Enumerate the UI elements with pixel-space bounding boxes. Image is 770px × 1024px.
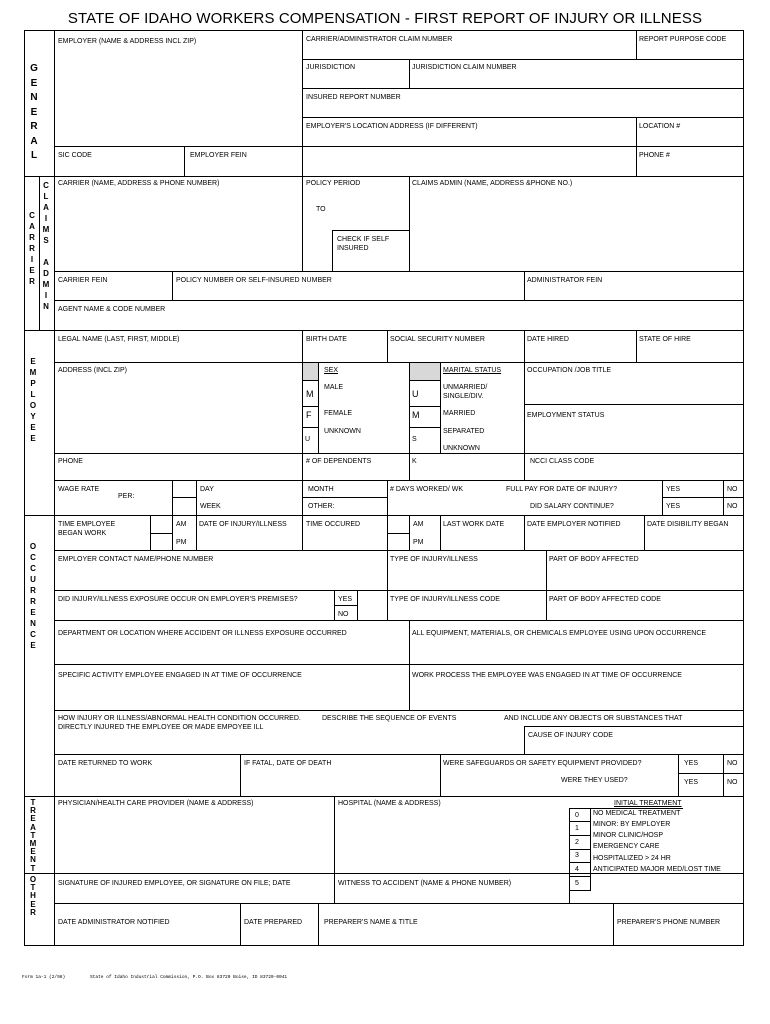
location-address-label: EMPLOYER'S LOCATION ADDRESS (IF DIFFERENT)	[306, 123, 478, 130]
type-injury-label: TYPE OF INJURY/ILLNESS	[390, 556, 478, 563]
form-number: Form 1a-1 (2/98)	[22, 975, 66, 980]
carrier-claim-label: CARRIER/ADMINISTRATOR CLAIM NUMBER	[306, 36, 453, 43]
marital-status-label: MARITAL STATUS	[443, 367, 502, 374]
preparer-phone-label: PREPARER'S PHONE NUMBER	[617, 919, 721, 926]
insured-report-label: INSURED REPORT NUMBER	[306, 94, 401, 101]
sex-code-f: F	[306, 410, 312, 420]
premises-label: DID INJURY/ILLNESS EXPOSURE OCCUR ON EMPLOYER'S PREMISES?	[58, 596, 298, 603]
policy-period-label: POLICY PERIOD	[306, 180, 361, 187]
wage-day-label: DAY	[200, 486, 214, 493]
wage-week-label: WEEK	[200, 503, 221, 510]
contact-label: EMPLOYER CONTACT NAME/PHONE NUMBER	[58, 556, 214, 563]
section-label-general: G E N E R A L	[30, 63, 38, 161]
used-label: WERE THEY USED?	[561, 777, 628, 784]
state-of-hire-label: STATE OF HIRE	[639, 336, 691, 343]
insured-label: INSURED	[337, 245, 369, 252]
married-label: MARRIED	[443, 410, 476, 417]
carrier-fein-label: CARRIER FEIN	[58, 277, 108, 284]
single-div-label: SINGLE/DIV.	[443, 393, 484, 400]
how-label-1: HOW INJURY OR ILLNESS/ABNORMAL HEALTH CONDITION OCCURRED.	[58, 715, 301, 722]
frame-bottom	[24, 945, 744, 946]
cause-code-label: CAUSE OF INJURY CODE	[528, 732, 613, 739]
physician-label: PHYSICIAN/HEALTH CARE PROVIDER (NAME & ADDRESS)	[58, 800, 254, 807]
frame-left	[24, 30, 25, 946]
section-label-employee: E M P L O Y E E	[29, 357, 37, 443]
signature-label: SIGNATURE OF INJURED EMPLOYEE, OR SIGNATURE ON FILE; DATE	[58, 880, 291, 887]
frame-right	[743, 30, 744, 946]
phone-label: PHONE #	[639, 152, 670, 159]
marital-shade	[410, 363, 440, 380]
carrier-label: CARRIER (NAME, ADDRESS & PHONE NUMBER)	[58, 180, 220, 187]
marital-unknown-label: UNKNOWN	[443, 445, 480, 452]
began-am: AM	[176, 521, 187, 528]
sex-unknown-label: UNKNOWN	[324, 428, 361, 435]
ssn-label: SOCIAL SECURITY NUMBER	[390, 336, 485, 343]
separated-label: SEPARATED	[443, 428, 485, 435]
agent-label: AGENT NAME & CODE NUMBER	[58, 306, 166, 313]
preparer-name-label: PREPARER'S NAME & TITLE	[324, 919, 418, 926]
salary-yes: YES	[666, 503, 681, 510]
section-label-other: O T H E R	[29, 875, 37, 917]
marital-code-s: S	[412, 436, 417, 443]
marital-code-u: U	[412, 389, 419, 399]
sex-code-u: U	[305, 436, 311, 443]
time-began-label-1: TIME EMPLOYEE	[58, 521, 116, 528]
wage-per-label: PER:	[118, 493, 135, 500]
treatment-option-4: HOSPITALIZED > 24 HR	[593, 855, 671, 862]
how-label-2: DESCRIBE THE SEQUENCE OF EVENTS	[322, 715, 457, 722]
treatment-option-1: MINOR: BY EMPLOYER	[593, 821, 671, 828]
section-label-carrier: C A R R I E R	[29, 211, 35, 286]
type-code-label: TYPE OF INJURY/ILLNESS CODE	[390, 596, 500, 603]
occured-am: AM	[413, 521, 424, 528]
date-notified-label: DATE EMPLOYER NOTIFIED	[527, 521, 621, 528]
claims-admin-label: CLAIMS ADMIN (NAME, ADDRESS &PHONE NO.)	[412, 180, 573, 187]
occured-pm: PM	[413, 539, 424, 546]
used-yes: YES	[684, 779, 699, 786]
treatment-code-2: 2	[575, 839, 579, 846]
check-self-label: CHECK IF SELF	[337, 236, 390, 243]
date-disability-label: DATE DISIBILITY BEGAN	[647, 521, 729, 528]
policy-to-label: TO	[316, 206, 326, 213]
wage-rate-label: WAGE RATE	[58, 486, 100, 493]
last-work-label: LAST WORK DATE	[443, 521, 505, 528]
treatment-code-0: 0	[575, 812, 579, 819]
jurisdiction-claim-label: JURISDICTION CLAIM NUMBER	[412, 64, 517, 71]
report-purpose-label: REPORT PURPOSE CODE	[639, 36, 727, 43]
sic-code-label: SIC CODE	[58, 152, 92, 159]
policy-number-label: POLICY NUMBER OR SELF-INSURED NUMBER	[176, 277, 332, 284]
full-pay-yes: YES	[666, 486, 681, 493]
how-label-4: DIRECTLY INJURED THE EMPLOYEE OR MADE EMPOYEE ILL	[58, 724, 264, 731]
admin-fein-label: ADMINISTRATOR FEIN	[527, 277, 603, 284]
safeguards-label: WERE SAFEGUARDS OR SAFETY EQUIPMENT PROVIDED?	[443, 760, 642, 767]
date-prepared-label: DATE PREPARED	[244, 919, 303, 926]
sex-code-m: M	[306, 389, 314, 399]
department-label: DEPARTMENT OR LOCATION WHERE ACCIDENT OR ILLNESS EXPOSURE OCCURRED	[58, 630, 347, 637]
wage-month-label: MONTH	[308, 486, 334, 493]
employment-status-label: EMPLOYMENT STATUS	[527, 412, 605, 419]
sex-shade	[303, 363, 318, 380]
treatment-code-5: 5	[575, 880, 579, 887]
hospital-label: HOSPITAL (NAME & ADDRESS)	[338, 800, 441, 807]
jurisdiction-label: JURISDICTION	[306, 64, 355, 71]
time-began-label-2: BEGAN WORK	[58, 530, 107, 537]
section-gutter-line	[54, 30, 55, 946]
employee-phone-label: PHONE	[58, 458, 83, 465]
began-pm: PM	[176, 539, 187, 546]
full-pay-label: FULL PAY FOR DATE OF INJURY?	[506, 486, 618, 493]
date-returned-label: DATE RETURNED TO WORK	[58, 760, 153, 767]
address-label: ADDRESS (INCL ZIP)	[58, 367, 127, 374]
safeguards-yes: YES	[684, 760, 699, 767]
ncci-label: NCCI CLASS CODE	[530, 458, 595, 465]
code-k-label: K	[412, 458, 417, 465]
body-part-label: PART OF BODY AFFECTED	[549, 556, 639, 563]
witness-label: WITNESS TO ACCIDENT (NAME & PHONE NUMBER)	[338, 880, 512, 887]
time-occured-label: TIME OCCURED	[306, 521, 361, 528]
form-title: STATE OF IDAHO WORKERS COMPENSATION - FIRST REPORT OF INJURY OR ILLNESS	[67, 10, 703, 27]
section-label-treatment: T R E A T M E N T	[29, 798, 37, 873]
dependents-label: # OF DEPENDENTS	[306, 458, 372, 465]
treatment-code-1: 1	[575, 825, 579, 832]
section-label-occurrence: O C C U R R E N C E	[29, 542, 37, 650]
date-hired-label: DATE HIRED	[527, 336, 569, 343]
process-label: WORK PROCESS THE EMPLOYEE WAS ENGAGED IN AT TIME OF OCCURRENCE	[412, 672, 682, 679]
premises-no: NO	[338, 611, 349, 618]
used-no: NO	[727, 779, 738, 786]
initial-treatment-label: INITIAL TREATMENT	[614, 800, 682, 807]
how-label-3: AND INCLUDE ANY OBJECTS OR SUBSTANCES THAT	[504, 715, 683, 722]
treatment-code-3: 3	[575, 852, 579, 859]
premises-yes: YES	[338, 596, 353, 603]
marital-code-m: M	[412, 410, 420, 420]
unmarried-label: UNMARRIED/	[443, 384, 488, 391]
birth-date-label: BIRTH DATE	[306, 336, 347, 343]
activity-label: SPECIFIC ACTIVITY EMPLOYEE ENGAGED IN AT TIME OF OCCURRENCE	[58, 672, 302, 679]
days-worked-label: # DAYS WORKED/ WK	[390, 486, 463, 493]
treatment-option-2: MINOR CLINIC/HOSP	[593, 832, 664, 839]
male-label: MALE	[324, 384, 344, 391]
footer-address: State of Idaho Industrial Commission, P.O. Box 83720 Boise, ID 83720-0041	[90, 975, 288, 980]
employer-label: EMPLOYER (NAME & ADDRESS INCL ZIP)	[58, 38, 197, 45]
treatment-option-3: EMERGENCY CARE	[593, 843, 660, 850]
employer-fein-label: EMPLOYER FEIN	[190, 152, 247, 159]
safeguards-no: NO	[727, 760, 738, 767]
admin-notified-label: DATE ADMINISTRATOR NOTIFIED	[58, 919, 170, 926]
treatment-option-0: NO MEDICAL TREATMENT	[593, 810, 681, 817]
body-code-label: PART OF BODY AFFECTED CODE	[549, 596, 661, 603]
equipment-label: ALL EQUIPMENT, MATERIALS, OR CHEMICALS EMPLOYEE USING UPON OCCURRENCE	[412, 630, 707, 637]
full-pay-no: NO	[727, 486, 738, 493]
female-label: FEMALE	[324, 410, 353, 417]
section-label-claims-admin: C L A I M S A D M I N	[42, 181, 50, 311]
date-injury-label: DATE OF INJURY/ILLNESS	[199, 521, 287, 528]
salary-continue-label: DID SALARY CONTINUE?	[530, 503, 614, 510]
treatment-code-4: 4	[575, 866, 579, 873]
if-fatal-label: IF FATAL, DATE OF DEATH	[244, 760, 332, 767]
salary-no: NO	[727, 503, 738, 510]
location-number-label: LOCATION #	[639, 123, 681, 130]
wage-other-label: OTHER:	[308, 503, 335, 510]
sex-label: SEX	[324, 367, 339, 374]
occupation-label: OCCUPATION /JOB TITLE	[527, 367, 612, 374]
legal-name-label: LEGAL NAME (LAST, FIRST, MIDDLE)	[58, 336, 180, 343]
treatment-option-5: ANTICIPATED MAJOR MED/LOST TIME	[593, 866, 721, 873]
